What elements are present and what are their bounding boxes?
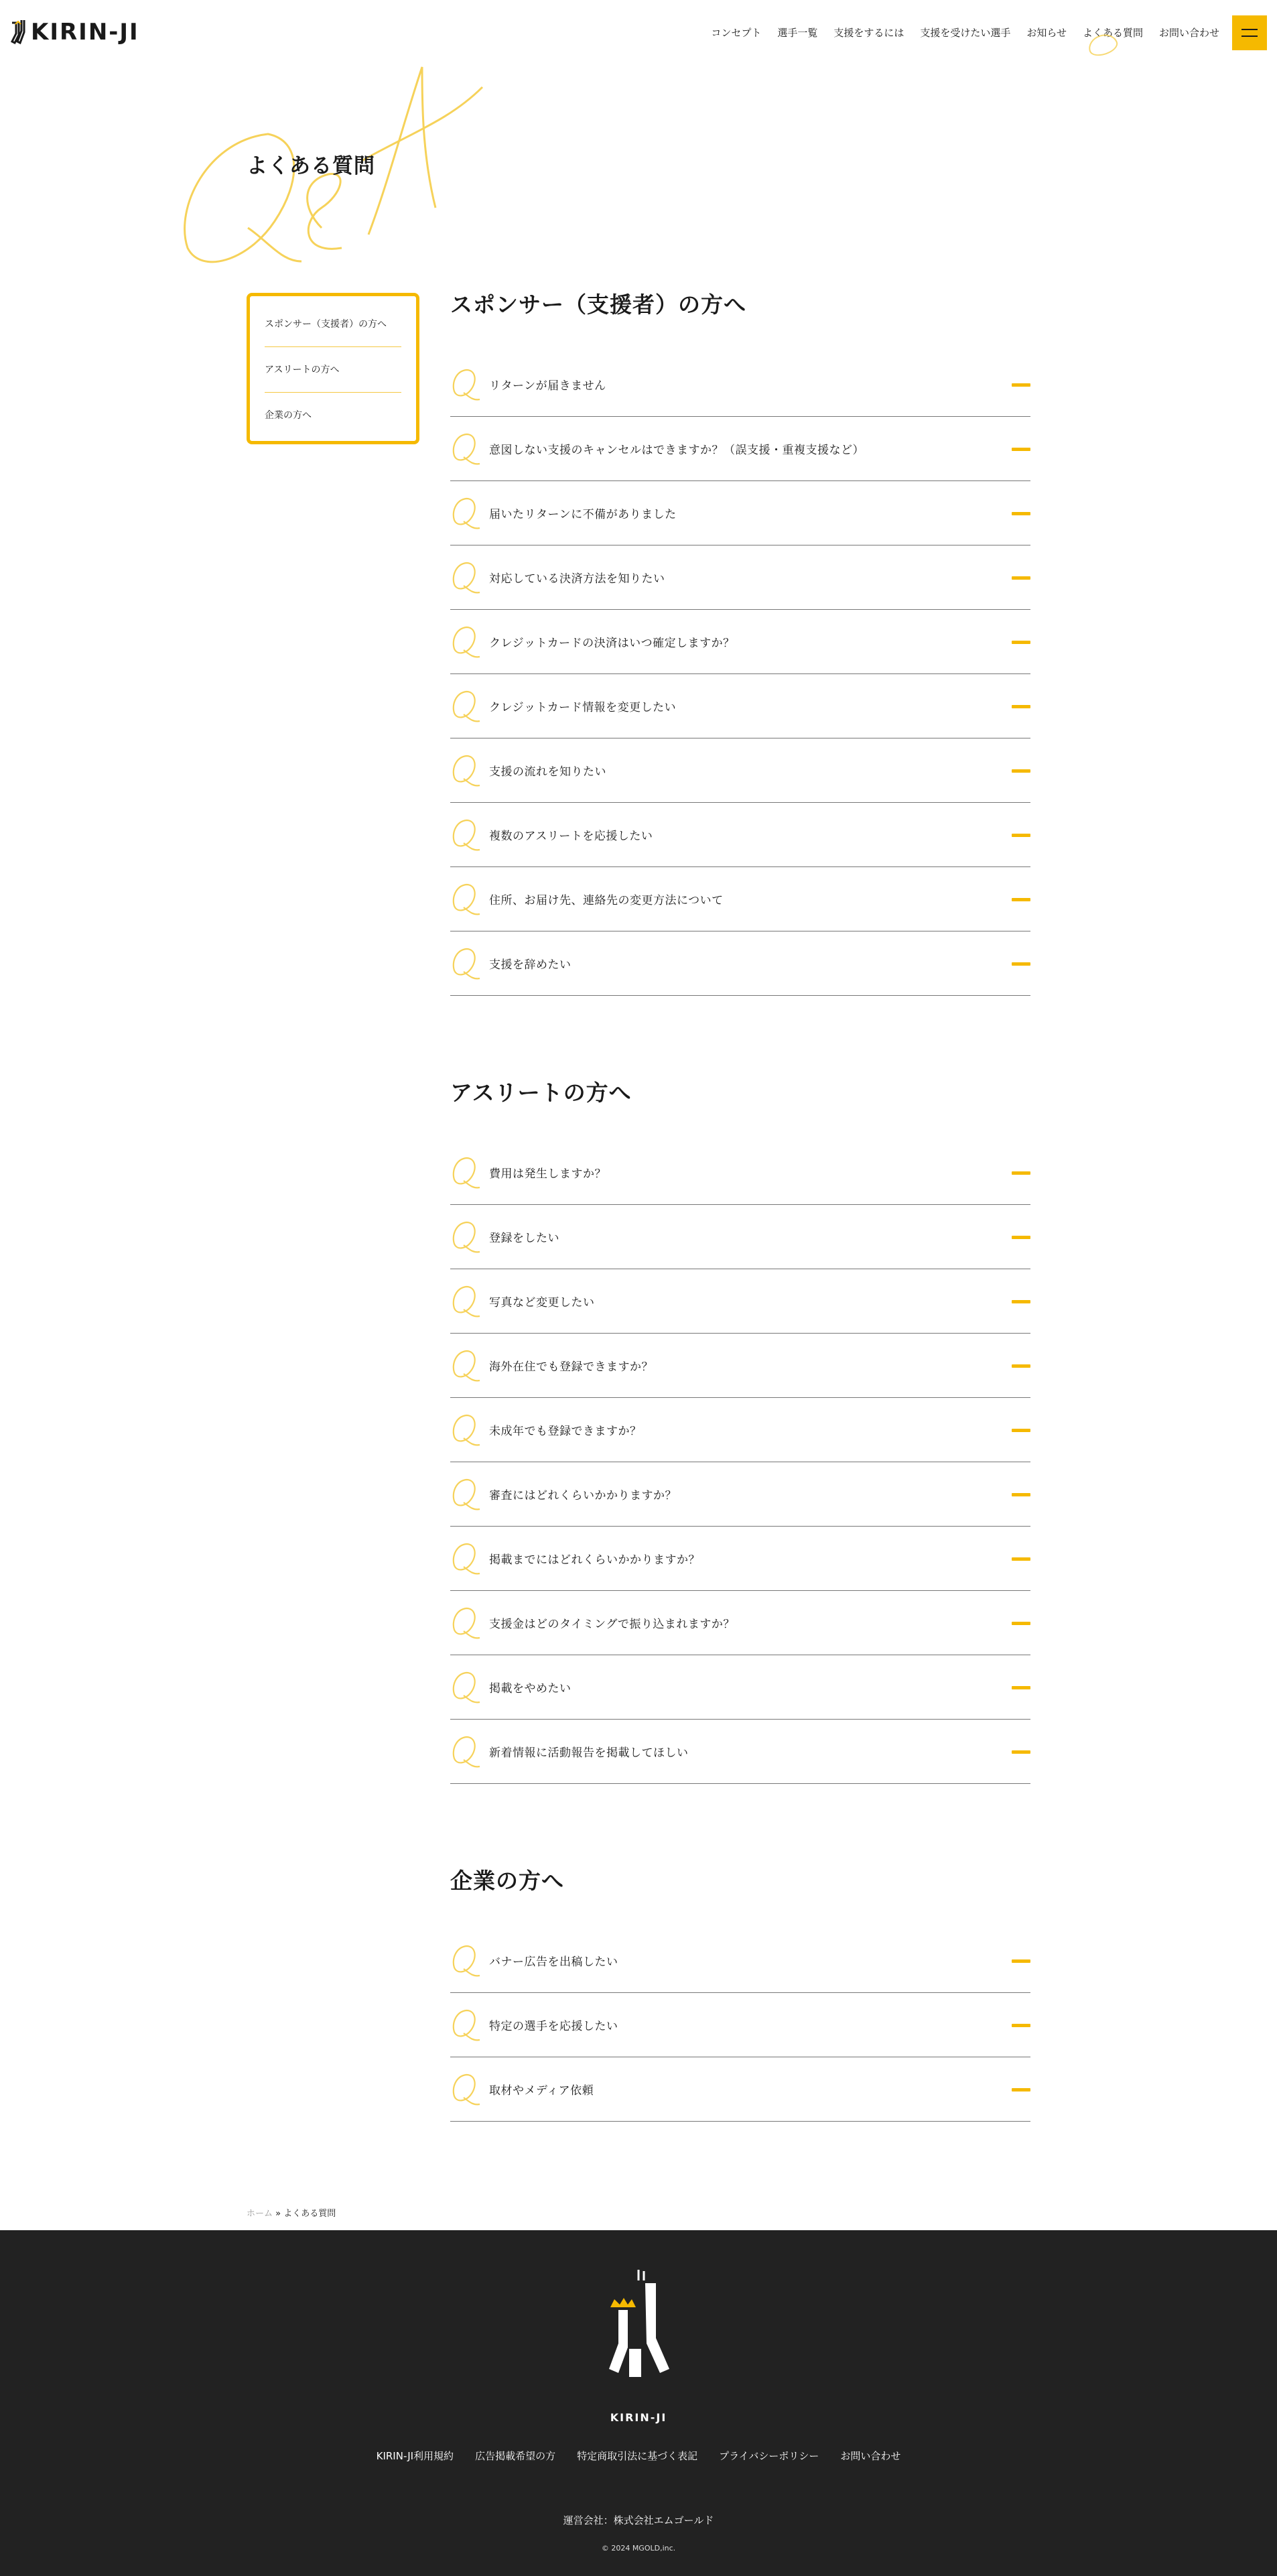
side-nav-sponsor[interactable]: スポンサー（支援者）の方へ [265,302,401,347]
faq-item[interactable] [450,867,1030,931]
footer-logo-text: KIRIN-JI [610,2411,667,2424]
faq-item[interactable] [450,1269,1030,1334]
question-q-icon [450,430,481,468]
question-q-icon [450,1604,481,1642]
page-title: よくある質問 [247,154,375,178]
breadcrumb [247,2206,336,2219]
toggle-minus-icon[interactable] [1012,1493,1030,1496]
faq-category-nav [247,293,419,444]
faq-section-company [450,1864,1030,2122]
faq-question: 未成年でも登録できますか？ [489,1425,642,1438]
faq-question: クレジットカードの決済はいつ確定しますか？ [489,637,735,650]
footer-link-privacy[interactable]: プライバシーポリシー [719,2450,819,2462]
faq-question: 掲載をやめたい [489,1682,572,1695]
faq-question: 住所、お届け先、連絡先の変更方法について [489,894,724,907]
toggle-minus-icon[interactable] [1012,834,1030,837]
section-title: スポンサー（支援者）の方へ [450,292,746,318]
question-q-icon [450,1942,481,1980]
menu-button[interactable] [1232,15,1267,50]
logo-text: KIRIN-JI [31,19,139,46]
question-q-icon [450,1218,481,1256]
nav-item-concept[interactable]: コンセプト [711,27,762,39]
faq-item[interactable] [450,931,1030,996]
section-title: アスリートの方へ [450,1080,632,1106]
faq-item[interactable] [450,1929,1030,1993]
company-name: 運営会社：株式会社エムゴールド [563,2514,714,2526]
site-logo[interactable] [9,17,139,47]
site-header [0,0,1277,67]
breadcrumb-separator: » [275,2209,281,2219]
nav-item-faq[interactable]: よくある質問 [1082,27,1143,39]
faq-question: 届いたリターンに不備がありました [489,508,677,521]
toggle-minus-icon[interactable] [1012,2088,1030,2091]
faq-question: 登録をしたい [489,1232,559,1245]
nav-item-players[interactable]: 選手一覧 [777,27,818,39]
toggle-minus-icon[interactable] [1012,383,1030,387]
toggle-minus-icon[interactable] [1012,2024,1030,2027]
faq-section-athlete [450,1076,1030,1784]
toggle-minus-icon[interactable] [1012,1557,1030,1561]
toggle-minus-icon[interactable] [1012,705,1030,708]
question-q-icon [450,881,481,918]
faq-item[interactable] [450,1591,1030,1655]
side-nav-company[interactable]: 企業の方へ [265,410,312,421]
question-q-icon [450,752,481,789]
faq-question: 掲載までにはどれくらいかかりますか？ [489,1553,700,1567]
faq-item[interactable] [450,1334,1030,1398]
question-q-icon [450,2006,481,2044]
faq-question: 複数のアスリートを応援したい [489,830,653,843]
faq-question: 新着情報に活動報告を掲載してほしい [489,1746,689,1760]
kirin-crown-logo-icon [605,2268,672,2402]
nav-item-news[interactable]: お知らせ [1026,27,1067,39]
faq-item[interactable] [450,1398,1030,1462]
faq-question: 審査にはどれくらいかかりますか？ [489,1489,677,1502]
main-nav [711,25,1219,40]
faq-item[interactable] [450,1462,1030,1527]
faq-question: 写真など変更したい [489,1296,595,1309]
toggle-minus-icon[interactable] [1012,1171,1030,1175]
nav-item-how-to-support[interactable]: 支援をするには [833,27,904,39]
question-q-icon [450,1669,481,1706]
kirin-mark-icon [9,17,27,47]
question-q-icon [450,2071,481,2108]
breadcrumb-home[interactable]: ホーム [247,2209,273,2219]
faq-item[interactable] [450,610,1030,674]
toggle-minus-icon[interactable] [1012,1429,1030,1432]
footer-link-terms[interactable]: KIRIN-JI利用規約 [376,2450,454,2462]
toggle-minus-icon[interactable] [1012,576,1030,580]
question-q-icon [450,1347,481,1384]
faq-item[interactable] [450,545,1030,610]
section-title: 企業の方へ [450,1868,564,1894]
faq-question: 特定の選手を応援したい [489,2020,618,2033]
faq-item[interactable] [450,481,1030,545]
faq-item[interactable] [450,352,1030,417]
faq-question: 支援を辞めたい [489,958,572,972]
toggle-minus-icon[interactable] [1012,1686,1030,1689]
toggle-minus-icon[interactable] [1012,1750,1030,1754]
footer-link-advertising[interactable]: 広告掲載希望の方 [475,2450,556,2462]
nav-item-seeking-support[interactable]: 支援を受けたい選手 [920,27,1011,39]
faq-question: 海外在住でも登録できますか？ [489,1360,653,1374]
question-q-icon [450,1733,481,1770]
faq-question: 意図しない支援のキャンセルはできますか？（誤支援・重複支援など） [489,444,864,457]
question-q-icon [450,366,481,403]
question-q-icon [450,495,481,532]
toggle-minus-icon[interactable] [1012,641,1030,644]
footer-link-commercial-law[interactable]: 特定商取引法に基づく表記 [577,2450,698,2462]
toggle-minus-icon[interactable] [1012,962,1030,966]
toggle-minus-icon[interactable] [1012,1300,1030,1303]
faq-section-sponsor [450,288,1030,996]
footer-link-contact[interactable]: お問い合わせ [840,2450,901,2462]
toggle-minus-icon[interactable] [1012,1236,1030,1239]
toggle-minus-icon[interactable] [1012,512,1030,515]
faq-question: 支援の流れを知りたい [489,765,606,779]
question-q-icon [450,559,481,596]
faq-item[interactable] [450,674,1030,738]
site-footer [0,2230,1277,2576]
question-q-icon [450,816,481,854]
faq-item[interactable] [450,417,1030,481]
question-q-icon [450,623,481,661]
faq-item[interactable] [450,1527,1030,1591]
breadcrumb-current: よくある質問 [283,2209,336,2219]
side-nav-athlete[interactable]: アスリートの方へ [265,347,401,393]
faq-item[interactable] [450,2057,1030,2122]
copyright: © 2024 MGOLD,inc. [601,2544,676,2553]
faq-question: 取材やメディア依頼 [489,2084,594,2098]
hamburger-icon [1241,29,1258,30]
question-q-icon [450,945,481,982]
faq-item[interactable] [450,738,1030,803]
faq-question: 対応している決済方法を知りたい [489,572,665,586]
question-q-icon [450,1283,481,1320]
nav-item-contact[interactable]: お問い合わせ [1158,27,1219,39]
toggle-minus-icon[interactable] [1012,1959,1030,1963]
faq-item[interactable] [450,1141,1030,1205]
faq-item[interactable] [450,1655,1030,1720]
question-q-icon [450,1540,481,1577]
faq-item[interactable] [450,1720,1030,1784]
faq-question: リターンが届きません [489,379,606,393]
faq-question: 支援金はどのタイミングで振り込まれますか？ [489,1618,735,1631]
question-q-icon [450,688,481,725]
hamburger-line [1241,36,1258,37]
question-q-icon [450,1476,481,1513]
toggle-minus-icon[interactable] [1012,769,1030,773]
faq-question: バナー広告を出稿したい [489,1955,618,1969]
faq-question: クレジットカード情報を変更したい [489,701,677,714]
faq-item[interactable] [450,1205,1030,1269]
faq-question: 費用は発生しますか？ [489,1167,606,1181]
faq-item[interactable] [450,803,1030,867]
question-q-icon [450,1154,481,1192]
toggle-minus-icon[interactable] [1012,1364,1030,1368]
toggle-minus-icon[interactable] [1012,898,1030,901]
faq-item[interactable] [450,1993,1030,2057]
question-q-icon [450,1411,481,1449]
toggle-minus-icon[interactable] [1012,448,1030,451]
toggle-minus-icon[interactable] [1012,1622,1030,1625]
footer-links [0,2449,1277,2463]
